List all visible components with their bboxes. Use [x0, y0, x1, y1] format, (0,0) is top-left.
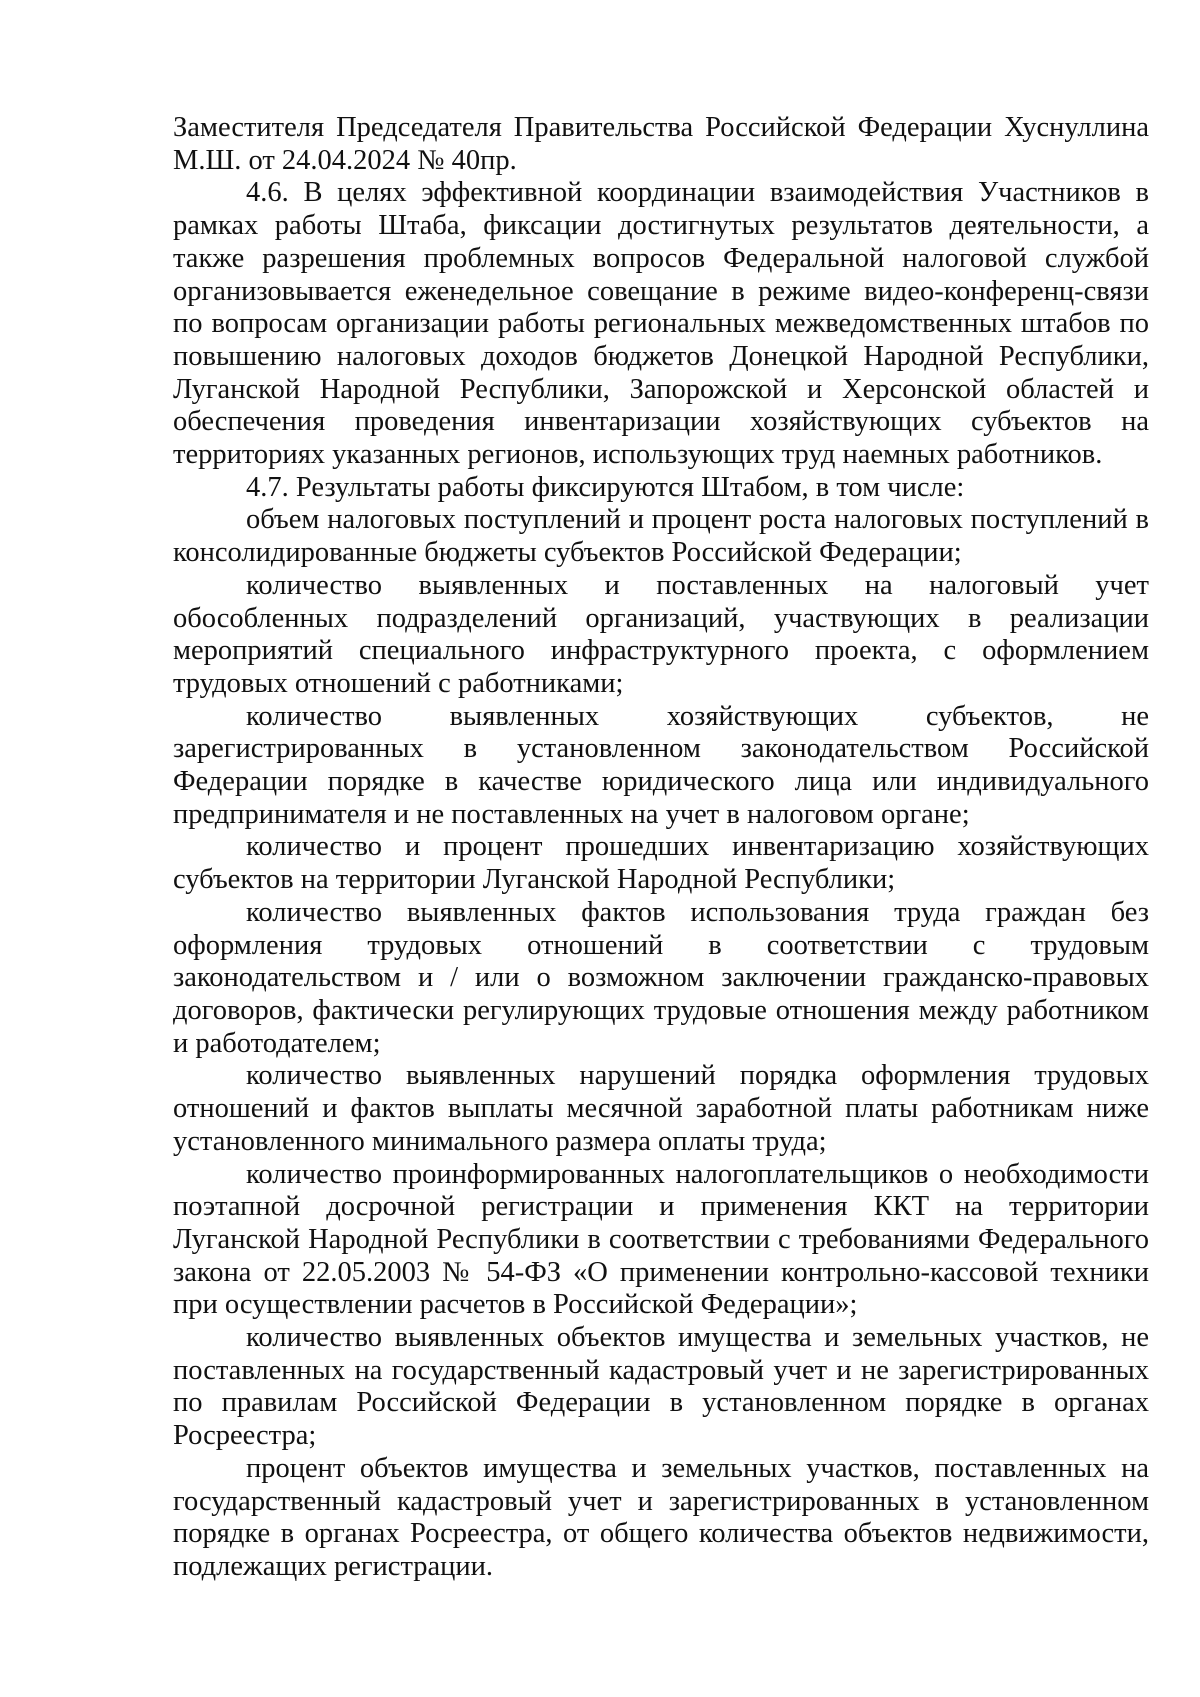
- paragraph-4-6: 4.6. В целях эффективной координации взаимодействия Участников в рамках работы Штаба, фиксации достигнутых результатов деятельности, а также разрешения проблемных вопросов Федеральной налоговой службой организовывается еженедельное совещание в режиме видео-конференц-связи по вопросам организации работы региональных межведомственных штабов по повышению налоговых доходов бюджетов Донецкой Народной Республики, Луганской Народной Республики, Запорожской и Херсонской областей и обеспечения проведения инвентаризации хозяйствующих субъектов на территориях указанных регионов, использующих труд наемных работников.: [173, 177, 1149, 471]
- list-item-separate-divisions: количество выявленных и поставленных на налоговый учет обособленных подразделений организаций, участвующих в реализации мероприятий специального инфраструктурного проекта, с оформлением трудовых отношений с работниками;: [173, 569, 1149, 699]
- list-item-unregistered-entities: количество выявленных хозяйствующих субъектов, не зарегистрированных в установленном законодательством Российской Федерации порядке в качестве юридического лица или индивидуального предпринимателя и не поставленных на учет в налоговом органе;: [173, 700, 1149, 830]
- list-item-labor-violations: количество выявленных нарушений порядка оформления трудовых отношений и фактов выплаты месячной заработной платы работникам ниже установленного минимального размера оплаты труда;: [173, 1060, 1149, 1157]
- list-item-kkt-informed: количество проинформированных налогоплательщиков о необходимости поэтапной досрочной регистрации и применения ККТ на территории Луганской Народной Республики в соответствии с требованиями Федерального закона от 22.05.2003 № 54-ФЗ «О применении контрольно-кассовой техники при осуществлении расчетов в Российской Федерации»;: [173, 1158, 1149, 1321]
- list-item-unregistered-property: количество выявленных объектов имущества и земельных участков, не поставленных на государственный кадастровый учет и не зарегистрированных по правилам Российской Федерации в установленном порядке в органах Росреестра;: [173, 1322, 1149, 1452]
- list-item-inventory: количество и процент прошедших инвентаризацию хозяйствующих субъектов на территории Луганской Народной Республики;: [173, 831, 1149, 896]
- paragraph-continuation: Заместителя Председателя Правительства Российской Федерации Хуснуллина М.Ш. от 24.04.2024 № 40пр.: [173, 112, 1149, 176]
- list-item-informal-labor: количество выявленных фактов использования труда граждан без оформления трудовых отношений в соответствии с трудовым законодательством и / или о возможном заключении гражданско-правовых договоров, фактически регулирующих трудовые отношения между работником и работодателем;: [173, 896, 1149, 1059]
- document-page: [173, 112, 1149, 1584]
- list-item-tax-revenue: объем налоговых поступлений и процент роста налоговых поступлений в консолидированные бюджеты субъектов Российской Федерации;: [173, 504, 1149, 569]
- list-item-registered-property-percent: процент объектов имущества и земельных участков, поставленных на государственный кадастровый учет и зарегистрированных в установленном порядке в органах Росреестра, от общего количества объектов недвижимости, подлежащих регистрации.: [173, 1452, 1149, 1582]
- paragraph-4-7: 4.7. Результаты работы фиксируются Штабом, в том числе:: [246, 471, 965, 503]
